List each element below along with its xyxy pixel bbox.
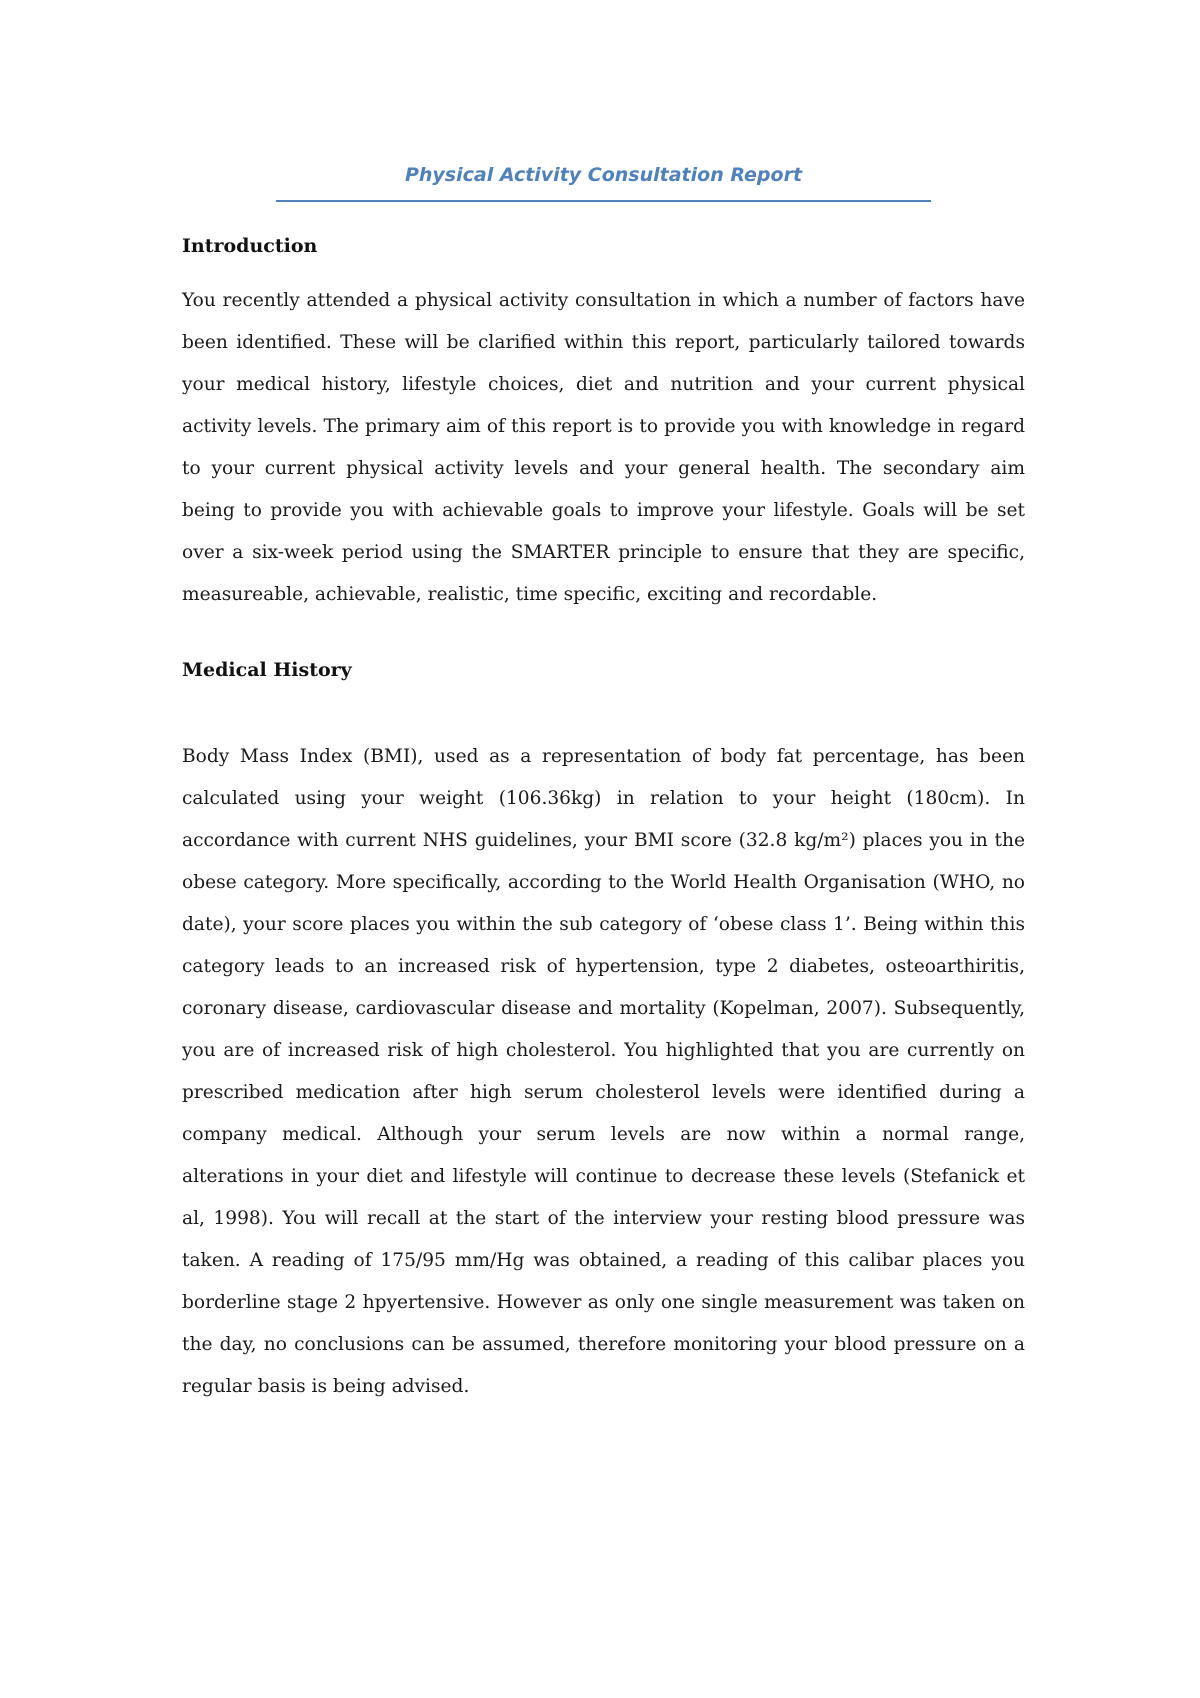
section-paragraph-introduction: You recently attended a physical activity consultation in which a number of factors have been identified. These will be clarified within this report, particularly tailored towards your medical history, lifestyle choices, diet and nutrition and your current physical activity levels. The primary aim of this report is to provide you with knowledge in regard to your current physical activity levels and your general health. The secondary aim being to provide you with achievable goals to improve your lifestyle. Goals will be set over a six-week period using the SMARTER principle to ensure that they are specific, measureable, achievable, realistic, time specific, exciting and recordable. — [182, 290, 1025, 605]
section-medical-history — [182, 656, 1025, 1408]
document-body — [182, 232, 1025, 1408]
document-title: Physical Activity Consultation Report — [404, 164, 803, 186]
title-block — [276, 162, 931, 188]
section-heading-introduction: Introduction — [182, 235, 318, 257]
title-underline — [276, 200, 931, 202]
section-heading-medical-history: Medical History — [182, 659, 352, 681]
section-paragraph-medical-history: Body Mass Index (BMI), used as a representation of body fat percentage, has been calculated using your weight (106.36kg) in relation to your height (180cm). In accordance with current NHS guidelines, your BMI score (32.8 kg/m²) places you in the obese category. More specifically, according to the World Health Organisation (WHO, no date), your score places you within the sub category of ‘obese class 1’. Being within this category leads to an increased risk of hypertension, type 2 diabetes, osteoarthiritis, coronary disease, cardiovascular disease and mortality (Kopelman, 2007). Subsequently, you are of increased risk of high cholesterol. You highlighted that you are currently on prescribed medication after high serum cholesterol levels were identified during a company medical. Although your serum levels are now within a normal range, alterations in your diet and lifestyle will continue to decrease these levels (Stefanick et al, 1998). You will recall at the start of the interview your resting blood pressure was taken. A reading of 175/95 mm/Hg was obtained, a reading of this calibar places you borderline stage 2 hpyertensive. However as only one single measurement was taken on the day, no conclusions can be assumed, therefore monitoring your blood pressure on a regular basis is being advised. — [182, 746, 1025, 1397]
section-introduction — [182, 232, 1025, 616]
